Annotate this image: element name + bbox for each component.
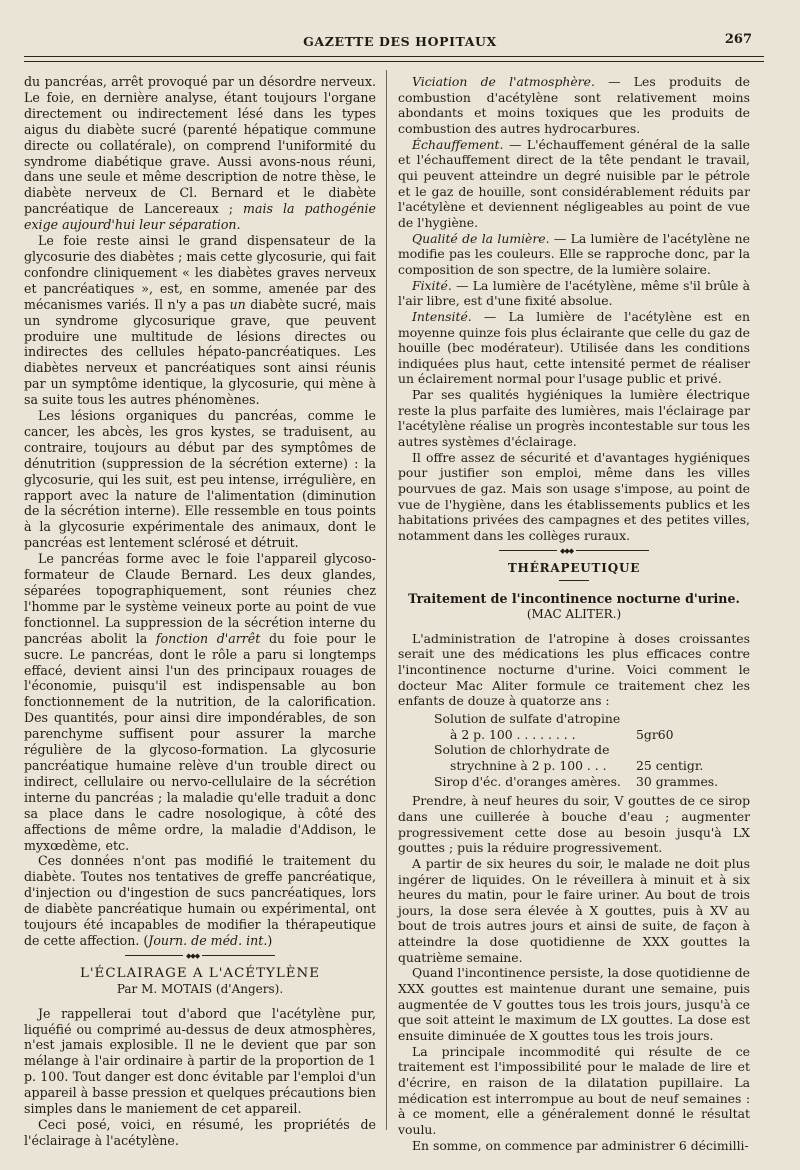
section-title: THÉRAPEUTIQUE bbox=[507, 560, 641, 575]
header-rule bbox=[24, 56, 764, 62]
paragraph: Par ses qualités hygiéniques la lumière électrique reste la plus parfaite des lumières, mais l'éclairage par l'acétylène réalise un progrès incontestable sur tous les autres systèmes d'éclairage. bbox=[398, 387, 750, 450]
paragraph: du pancréas, arrêt provoqué par un désordre nerveux. Le foie, en dernière analyse, étant toujours l'organe directement ou indirectement lésé dans les types aigus du diabète sucré (parenté hépatique commune directe ou collatérale), on comprend l'uniformité du syndrome diabétique grave. Aussi avons-nous réuni, dans une seule et même description de notre thèse, le diabète nerveux de Cl. Bernard et le diabète pancréatique de Lancereaux ; mais la pathogénie exige aujourd'hui leur séparation. bbox=[24, 74, 376, 233]
paragraph: Ceci posé, voici, en résumé, les propriétés de l'éclairage à l'acétylène. bbox=[24, 1117, 376, 1148]
article-title: Traitement de l'incontinence nocturne d'urine. bbox=[408, 591, 740, 607]
separator-ornament bbox=[125, 955, 275, 956]
prescription bbox=[434, 711, 750, 789]
paragraph: L'administration de l'atropine à doses croissantes serait une des médications les plus efficaces contre l'incontinence nocturne d'urine. Voici comment le docteur Mac Aliter formule ce traitement chez les enfants de douze à quatorze ans : bbox=[398, 630, 750, 709]
paragraph: Prendre, à neuf heures du soir, V gouttes de ce sirop dans une cuillerée à bouche d'eau ; augmenter progressivement cette dose au besoin jusqu'à LX gouttes ; puis la réduire progressivement. bbox=[398, 793, 750, 856]
separator-ornament bbox=[499, 550, 649, 551]
paragraph: Intensité. — La lumière de l'acétylène est en moyenne quinze fois plus éclairante que celle du gaz de houille (bec modérateur). Utilisée dans les conditions indiquées plus haut, cette intensité permet de réaliser un éclairement normal pour l'usage public et privé. bbox=[398, 308, 750, 387]
prescription-row: Sirop d'éc. d'oranges amères. 30 grammes. bbox=[434, 773, 719, 789]
prescription-row: Solution de chlorhydrate de bbox=[434, 742, 610, 758]
paragraph: Je rappellerai tout d'abord que l'acétylène pur, liquéfié ou comprimé au-dessus de deux atmosphères, n'est jamais explosible. Il ne le devient que par son mélange à l'air ordinaire à partir de la proportion de 1 p. 100. Tout danger est donc évitable par l'emploi d'un appareil à basse pression et quelques précautions bien simples dans le maniement de cet appareil. bbox=[24, 1005, 376, 1117]
page-number: 267 bbox=[724, 32, 752, 47]
paragraph: Ces données n'ont pas modifié le traitement du diabète. Toutes nos tentatives de greffe pancréatique, d'injection ou d'ingestion de sucs pancréatiques, lors de diabète pancréatique humain ou expérimental, ont toujours été incapables de modifier la thérapeutique de cette affection. (Journ. de méd. int.) bbox=[24, 853, 376, 948]
prescription-row: strychnine à 2 p. 100 . . . 25 centigr. bbox=[450, 757, 704, 773]
paragraph: Quand l'incontinence persiste, la dose quotidienne de XXX gouttes est maintenue durant une semaine, puis augmentée de V gouttes tous les trois jours, jusqu'à ce que soit atteint le maximum de LX gouttes. La dose est ensuite diminuée de X gouttes tous les trois jours. bbox=[398, 965, 750, 1044]
paragraph: Les lésions organiques du pancréas, comme le cancer, les abcès, les gros kystes, se traduisent, au contraire, toujours au début par des symptômes de dénutrition (suppression de la sécrétion externe) : la glycosurie, qui les suit, est peu intense, irrégulière, en rapport avec la nature de l'alimentation (diminution de la sécrétion interne). Elle ressemble en tous points à la glycosurie expérimentale des animaux, dont le pancréas est lentement sclérosé et détruit. bbox=[24, 408, 376, 551]
prescription-row: à 2 p. 100 . . . . . . . . 5gr60 bbox=[450, 726, 674, 742]
running-head bbox=[0, 32, 800, 52]
paragraph: Qualité de la lumière. — La lumière de l'acétylène ne modifie pas les couleurs. Elle se rapproche donc, par la composition de son spectre, de la lumière solaire. bbox=[398, 230, 750, 277]
prescription-row: Solution de sulfate d'atropine bbox=[434, 710, 621, 726]
short-rule bbox=[559, 580, 589, 581]
right-column bbox=[398, 74, 750, 1153]
paragraph: Viciation de l'atmosphère. — Les produits de combustion d'acétylène sont relativement moins abondants et moins toxiques que les produits de combustion des autres hydrocarbures. bbox=[398, 74, 751, 136]
paragraph: Le foie reste ainsi le grand dispensateur de la glycosurie des diabètes ; mais cette glycosurie, qui fait confondre cliniquement « les diabètes graves nerveux et pancréatiques », est, en somme, amenée par des mécanismes variés. Il n'y a pas un diabète sucré, mais un syndrome glycosurique grave, que peuvent produire une multitude de lésions directes ou indirectes des cellules hépato-pancréatiques. Les diabètes nerveux et pancréatiques sont ainsi réunis par un symptôme identique, la glycosurie, qui mène à sa suite tous les autres phénomènes. bbox=[24, 233, 376, 408]
section-title: L'ÉCLAIRAGE A L'ACÉTYLÈNE bbox=[79, 965, 321, 981]
running-title: GAZETTE DES HOPITAUX bbox=[303, 34, 497, 49]
column-rule bbox=[386, 70, 387, 1130]
paragraph: Échauffement. — L'échauffement général de la salle et l'échauffement direct de la tête pendant le travail, qui peuvent atteindre un degré nuisible par le pétrole et le gaz de houille, sont considérablement réduits par l'acétylène et deviennent négligeables au point de vue de l'hygiène. bbox=[398, 136, 750, 230]
left-column bbox=[24, 74, 376, 1149]
paragraph: Fixité. — La lumière de l'acétylène, même s'il brûle à l'air libre, est d'une fixité absolue. bbox=[398, 277, 750, 309]
paragraph: En somme, on commence par administrer 6 décimilli- bbox=[412, 1137, 749, 1153]
article-author: (MAC ALITER.) bbox=[526, 607, 622, 621]
paragraph: Il offre assez de sécurité et d'avantages hygiéniques pour justifier son emploi, même dans les villes pourvues de gaz. Mais son usage s'impose, au point de vue de l'hygiène, dans les établissements publics et les habitations privées des campagnes et des petites villes, notamment dans les collèges ruraux. bbox=[398, 449, 750, 544]
paragraph: Le pancréas forme avec le foie l'appareil glycoso-formateur de Claude Bernard. Les deux glandes, séparées topographiquement, sont réunies chez l'homme par le système veineux porte au point de vue fonctionnel. La suppression de la sécrétion interne du pancréas abolit la fonction d'arrêt du foie pour le sucre. Le pancréas, dont le rôle a paru si longtemps effacé, devient ainsi l'un des principaux rouages de l'économie, puisqu'il est indispensable au bon fonctionnement de la nutrition, de la calorification. Des quantités, pour ainsi dire impondérables, de son parenchyme suffisent pour assurer la marche régulière de la glycoso-formation. La glycosurie pancréatique humaine relève d'un trouble direct ou indirect, cellulaire ou nervo-cellulaire de la sécrétion interne du pancréas ; la maladie qu'elle traduit a donc sa place dans le cadre nosologique, à côté des affections de même ordre, la maladie d'Addison, le myxœdème, etc. bbox=[24, 551, 376, 853]
byline: Par M. MOTAIS (d'Angers). bbox=[116, 981, 284, 996]
paragraph: La principale incommodité qui résulte de ce traitement est l'impossibilité pour le malade de lire et d'écrire, en raison de la dilatation pupillaire. La médication est interrompue au bout de neuf semaines : à ce moment, elle a généralement donné le résultat voulu. bbox=[398, 1043, 750, 1137]
paragraph: A partir de six heures du soir, le malade ne doit plus ingérer de liquides. On le réveillera à minuit et à six heures du matin, pour le faire uriner. Au bout de trois jours, la dose sera élevée à X gouttes, puis à XV au bout de trois autres jours et ainsi de suite, de façon à atteindre la dose quotidienne de XXX gouttes la quatrième semaine. bbox=[398, 855, 750, 965]
